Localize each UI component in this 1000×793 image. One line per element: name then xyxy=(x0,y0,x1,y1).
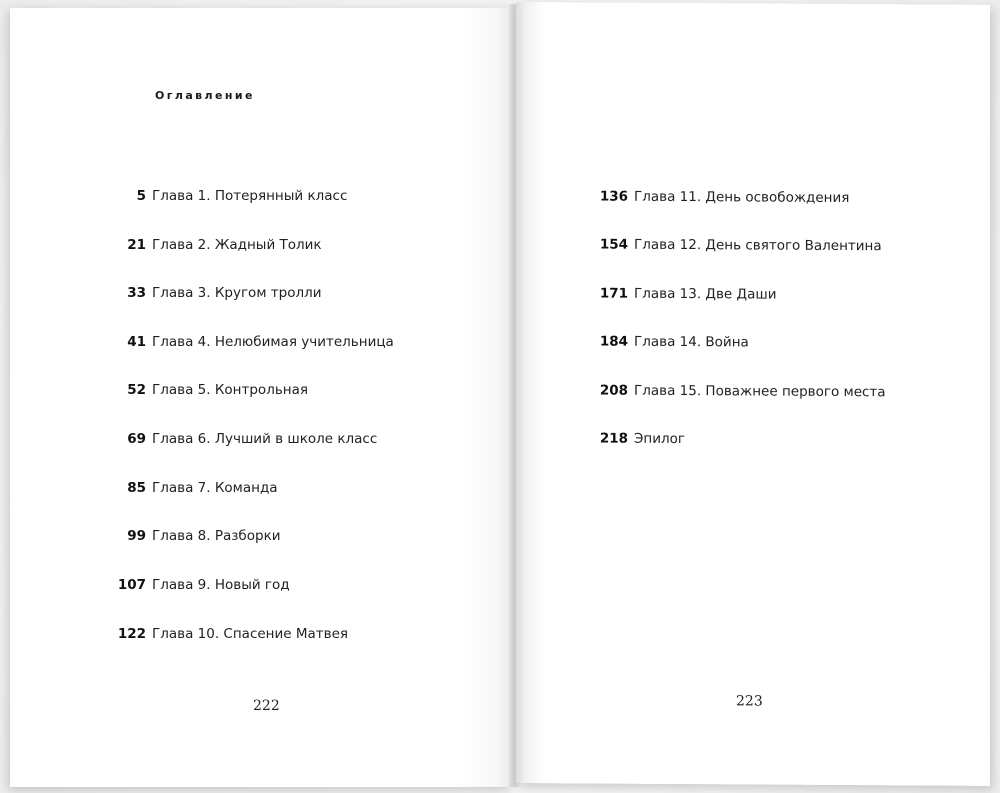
toc-entry-title: Глава 8. Разборки xyxy=(152,528,281,544)
toc-heading: Оглавление xyxy=(155,89,255,102)
toc-entry-page: 122 xyxy=(117,626,146,642)
toc-entry-title: Глава 1. Потерянный класс xyxy=(152,188,348,204)
toc-entry-title: Глава 7. Команда xyxy=(152,480,278,496)
toc-entry-title: Глава 14. Война xyxy=(634,333,749,351)
page-number: 223 xyxy=(736,693,763,710)
toc-entry-page: 154 xyxy=(599,236,628,253)
toc-entry-page: 52 xyxy=(127,382,146,398)
page-number: 222 xyxy=(253,698,280,714)
toc-entry-title: Глава 15. Поважнее первого места xyxy=(634,382,886,401)
toc-entry-title: Глава 9. Новый год xyxy=(152,577,290,593)
toc-entry-title: Глава 5. Контрольная xyxy=(152,382,308,398)
toc-entry-page: 107 xyxy=(117,577,146,593)
left-page xyxy=(10,8,512,787)
right-page xyxy=(516,2,990,786)
toc-entry-page: 33 xyxy=(127,285,146,301)
toc-entry-title: Глава 4. Нелюбимая учительница xyxy=(152,334,394,350)
toc-entry-title: Глава 11. День освобождения xyxy=(634,188,850,207)
toc-entry-title: Глава 13. Две Даши xyxy=(634,285,777,303)
toc-entry-page: 69 xyxy=(127,431,146,447)
toc-entry-title: Эпилог xyxy=(634,430,686,448)
toc-entry-page: 5 xyxy=(136,188,146,204)
toc-entry-title: Глава 3. Кругом тролли xyxy=(152,285,322,301)
toc-entry-title: Глава 2. Жадный Толик xyxy=(152,237,322,253)
toc-entry-page: 171 xyxy=(599,285,628,302)
toc-entry-page: 85 xyxy=(127,480,146,496)
toc-entry-page: 99 xyxy=(127,528,146,544)
toc-entry-title: Глава 10. Спасение Матвея xyxy=(152,626,349,642)
toc-entry-page: 218 xyxy=(599,430,628,447)
toc-entry-page: 208 xyxy=(599,382,628,399)
toc-entry-title: Глава 6. Лучший в школе класс xyxy=(152,431,378,447)
toc-entry-page: 184 xyxy=(599,333,628,350)
toc-entry-title: Глава 12. День святого Валентина xyxy=(634,236,882,255)
toc-entry-page: 136 xyxy=(599,188,628,205)
toc-entry-page: 21 xyxy=(127,237,146,253)
toc-entry-page: 41 xyxy=(127,334,146,350)
